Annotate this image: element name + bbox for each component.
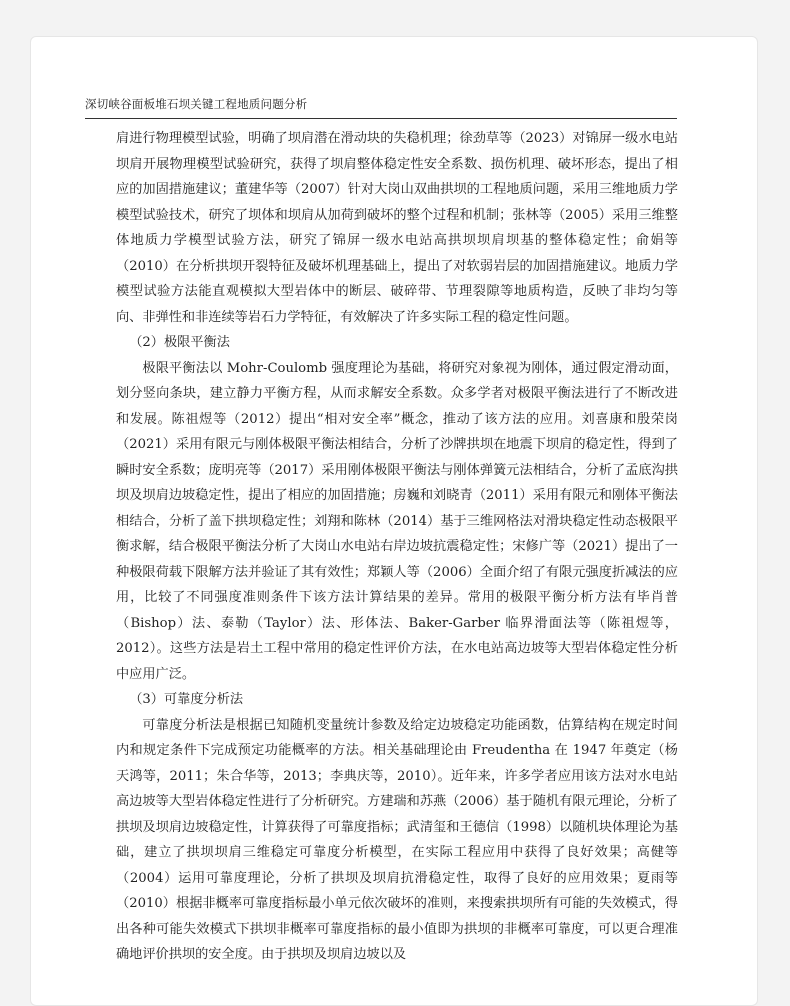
paragraph-reliability: 可靠度分析法是根据已知随机变量统计参数及给定边坡稳定功能函数，估算结构在规定时间内和规定条件下完成预定功能概率的方法。相关基础理论由 Freudentha 在 1947 年奠定（杨天鸿等，2011；朱合华等，2013；李典庆等，2010）。近年来，许多学者应用该方法对水电站高边坡等大型岩体稳定性进行了分析研究。方建瑞和苏燕（2006）基于随机有限元理论，分析了拱坝及坝肩边坡稳定性，计算获得了可靠度指标；武清玺和王德信（1998）以随机块体理论为基础，建立了拱坝坝肩三维稳定可靠度分析模型，在实际工程应用中获得了良好效果；高健等（2004）运用可靠度理论，分析了拱坝及坝肩抗滑稳定性，取得了良好的应用效果；夏雨等（2010）根据非概率可靠度指标最小单元依次破坏的准则，来搜索拱坝所有可能的失效模式，得出各种可能失效模式下拱坝非概率可靠度指标的最小值即为拱坝的非概率可靠度，可以更合理准确地评价拱坝的安全度。由于拱坝及坝肩边坡以及 <box>116 717 678 962</box>
paragraph-continuation: 肩进行物理模型试验，明确了坝肩潜在滑动块的失稳机理；徐劲草等（2023）对锦屏一级水电站坝肩开展物理模型试验研究，获得了坝肩整体稳定性安全系数、损伤机理、破坏形态，提出了相应的加固措施建议；董建华等（2007）针对大岗山双曲拱坝的工程地质问题，采用三维地质力学模型试验技术，研究了坝体和坝肩从加荷到破坏的整个过程和机制；张林等（2005）采用三维整体地质力学模型试验方法，研究了锦屏一级水电站高拱坝坝肩坝基的整体稳定性；俞娟等（2010）在分析拱坝开裂特征及破坏机理基础上，提出了对软弱岩层的加固措施建议。地质力学模型试验方法能直观模拟大型岩体中的断层、破碎带、节理裂隙等地质构造，反映了非均匀等向、非弹性和非连续等岩石力学特征，有效解决了许多实际工程的稳定性问题。 <box>116 131 678 325</box>
body-text <box>116 126 678 968</box>
section-heading-reliability: （3）可靠度分析法 <box>129 692 244 707</box>
paragraph-limit-equilibrium: 极限平衡法以 Mohr-Coulomb 强度理论为基础，将研究对象视为刚体，通过假定滑动面，划分竖向条块，建立静力平衡方程，从而求解安全系数。众多学者对极限平衡法进行了不断改进和发展。陈祖煜等（2012）提出“相对安全率”概念，推动了该方法的应用。刘喜康和殷荣岗（2021）采用有限元与刚体极限平衡法相结合，分析了沙牌拱坝在地震下坝肩的稳定性，得到了瞬时安全系数；庞明亮等（2017）采用刚体极限平衡法与刚体弹簧元法相结合，分析了孟底沟拱坝及坝肩边坡稳定性，提出了相应的加固措施；房巍和刘晓青（2011）采用有限元和刚体平衡法相结合，分析了盖下拱坝稳定性；刘翔和陈林（2014）基于三维网格法对滑块稳定性动态极限平衡求解，结合极限平衡法分析了大岗山水电站右岸边坡抗震稳定性；宋修广等（2021）提出了一种极限荷载下限解方法并验证了其有效性；郑颖人等（2006）全面介绍了有限元强度折减法的应用，比较了不同强度准则条件下该方法计算结果的差异。常用的极限平衡分析方法有毕肖普（Bishop）法、泰勒（Taylor）法、形体法、Baker-Garber 临界滑面法等（陈祖煜等，2012）。这些方法是岩土工程中常用的稳定性评价方法，在水电站高边坡等大型岩体稳定性分析中应用广泛。 <box>116 360 678 682</box>
section-heading-limit-equilibrium: （2）极限平衡法 <box>129 335 230 350</box>
running-header: 深切峡谷面板堆石坝关键工程地质问题分析 <box>85 96 677 119</box>
